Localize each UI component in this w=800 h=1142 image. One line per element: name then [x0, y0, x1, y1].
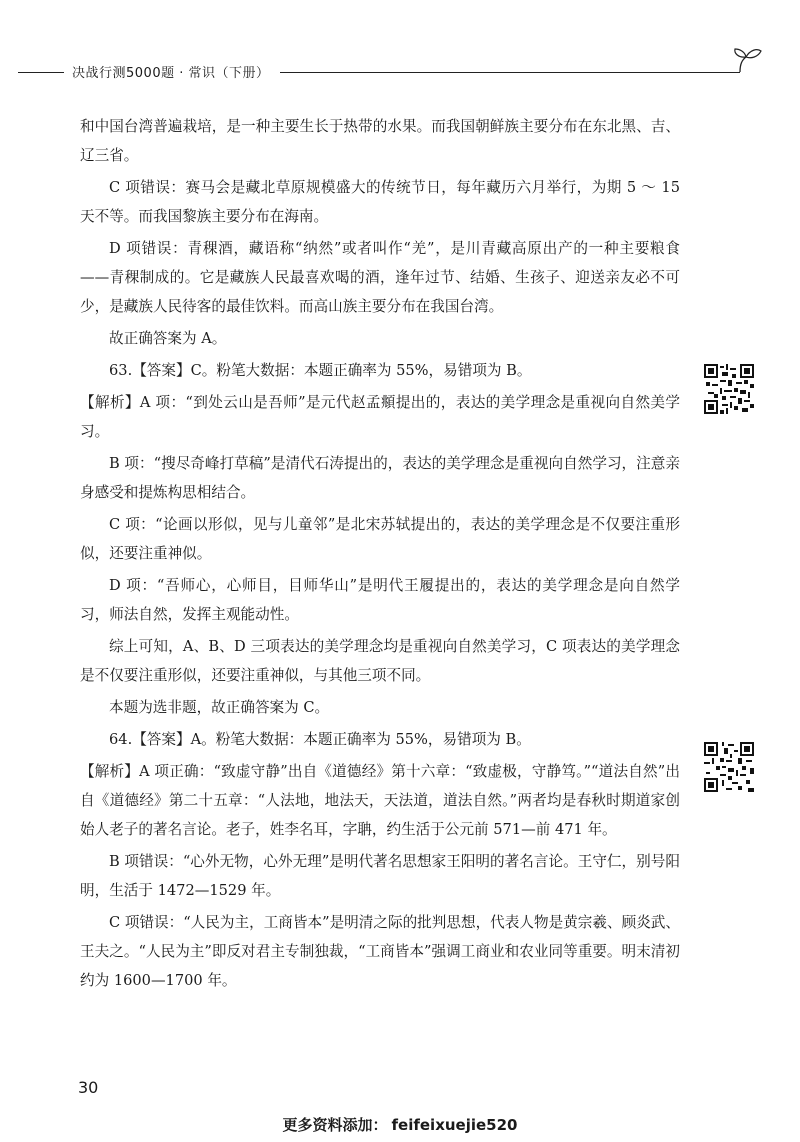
analysis-64-c: C 项错误：“人民为主，工商皆本”是明清之际的批判思想，代表人物是黄宗羲、顾炎武、王夫之。“人民为主”即反对君主专制独裁，“工商皆本”强调工商业和农业同等重要。明末清初约为 1600—1700 年。: [80, 914, 680, 989]
analysis-64-a: 【解析】A 项正确：“致虚守静”出自《道德经》第十六章：“致虚极，守静笃。”“道法自然”出自《道德经》第二十五章：“人法地，地法天，天法道，道法自然。”两者均是春秋时期道家创始人老子的著名言论。老子，姓李名耳，字聃，约生活于公元前 571—前 471 年。: [80, 763, 680, 838]
header-rule-right: [280, 72, 740, 73]
footer-contact-id: feifeixuejie520: [391, 1116, 518, 1134]
paragraph-option-d: D 项错误：青稞酒，藏语称“纳然”或者叫作“羌”，是川青藏高原出产的一种主要粮食——青稞制成的。它是藏族人民最喜欢喝的酒，逢年过节、结婚、生孩子、迎送亲友必不可少，是藏族人民待客的最佳饮料。而高山族主要分布在我国台湾。: [80, 240, 680, 315]
analysis-63-c: C 项：“论画以形似，见与儿童邻”是北宋苏轼提出的，表达的美学理念是不仅要注重形似，还要注重神似。: [80, 516, 680, 562]
answer-64: 64.【答案】A。粉笔大数据：本题正确率为 55%，易错项为 B。: [109, 731, 531, 748]
header-rule-left: [18, 72, 64, 73]
analysis-63-b: B 项：“搜尽奇峰打草稿”是清代石涛提出的，表达的美学理念是重视向自然学习，注意亲身感受和提炼构思相结合。: [80, 455, 680, 501]
paragraph-continued: 和中国台湾普遍栽培，是一种主要生长于热带的水果。而我国朝鲜族主要分布在东北黑、吉、辽三省。: [80, 118, 680, 164]
footer-note: [0, 1114, 800, 1135]
paragraph-conclusion: 故正确答案为 A。: [109, 330, 227, 347]
running-header: [18, 58, 758, 86]
answer-63: 63.【答案】C。粉笔大数据：本题正确率为 55%，易错项为 B。: [109, 362, 532, 379]
paragraph-option-c: C 项错误：赛马会是藏北草原规模盛大的传统节日，每年藏历六月举行，为期 5 ～ 15 天不等。而我国黎族主要分布在海南。: [80, 179, 680, 225]
analysis-63-d: D 项：“吾师心，心师目，目师华山”是明代王履提出的，表达的美学理念是向自然学习，师法自然，发挥主观能动性。: [80, 577, 680, 623]
analysis-63-a: 【解析】A 项：“到处云山是吾师”是元代赵孟頫提出的，表达的美学理念是重视向自然美学习。: [80, 394, 680, 440]
page-body: [80, 112, 680, 995]
book-title: 决战行测5000题 · 常识（下册）: [72, 66, 270, 81]
qr-code[interactable]: [704, 364, 754, 414]
footer-label: 更多资料添加：: [282, 1116, 388, 1134]
summary-63: 综上可知，A、B、D 三项表达的美学理念均是重视向自然美学习，C 项表达的美学理念是不仅要注重形似，还要注重神似，与其他三项不同。: [80, 638, 680, 684]
analysis-64-b: B 项错误：“心外无物，心外无理”是明代著名思想家王阳明的著名言论。王守仁，别号阳明，生活于 1472—1529 年。: [80, 853, 680, 899]
sprout-icon: [730, 46, 764, 76]
qr-code[interactable]: [704, 742, 754, 792]
conclusion-63: 本题为选非题，故正确答案为 C。: [109, 699, 330, 716]
page-number: 30: [78, 1078, 99, 1097]
